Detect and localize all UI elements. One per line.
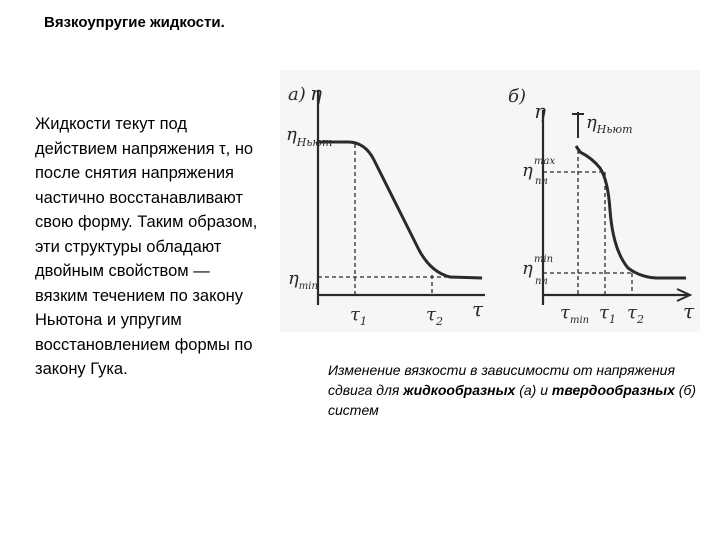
- panel-b-x-symbol: τ: [683, 299, 695, 323]
- panel-a-y-symbol: η: [310, 81, 322, 105]
- panel-a-min-label: $\eta_{min}$: [288, 268, 318, 292]
- panel-b-tau1-label: $\tau_1$: [599, 302, 616, 326]
- panel-b-y-symbol: η: [534, 99, 546, 123]
- panel-a-tau2-label: $\tau_2$: [426, 304, 443, 328]
- caption-bold-solid: твердообразных: [551, 382, 675, 398]
- panel-b-tau-min-label: $\tau_{min}$: [560, 302, 590, 326]
- panel-a-newton-label: $\eta_{Ньют}$: [286, 124, 333, 149]
- panel-b-tau2-label: $\tau_2$: [627, 302, 644, 326]
- panel-b-label: б): [508, 86, 527, 107]
- slide-body-text: Жидкости текут под действием напряжения τ, но после снятия напряжения частично восстанавливают свою форму. Таким образом, эти структуры обладают двойным свойством — вязким течением по закону Ньютона и упругим восстановлением формы по закону Гука.: [35, 115, 258, 378]
- panel-b-min-sup: min: [534, 254, 554, 265]
- panel-a-label: а): [288, 84, 306, 105]
- figure-background: [280, 70, 700, 332]
- panel-b-max-sup: max: [534, 156, 556, 167]
- caption-part-2: (а) и: [515, 382, 552, 398]
- panel-b-newton-label: $\eta_{Ньют}$: [586, 112, 633, 136]
- caption-part-1: Изменение вязкости в зависимости от напряжения сдвига для: [328, 362, 675, 398]
- panel-a-tau1-label: $\tau_1$: [350, 304, 367, 328]
- panel-b-min-label: η: [522, 258, 533, 279]
- caption-bold-liquid: жидкообразных: [403, 382, 516, 398]
- slide-title: Вязкоупругие жидкости.: [44, 14, 225, 31]
- panel-b-max-sub: пл: [535, 176, 548, 187]
- panel-b-min-sub: пл: [535, 276, 548, 287]
- viscosity-figure: [280, 70, 700, 332]
- viscosity-diagram: [280, 70, 700, 332]
- panel-b-max-label: η: [522, 160, 533, 181]
- figure-caption: [328, 360, 698, 420]
- panel-a-x-symbol: τ: [472, 297, 484, 321]
- caption-part-3: (б) систем: [328, 382, 696, 418]
